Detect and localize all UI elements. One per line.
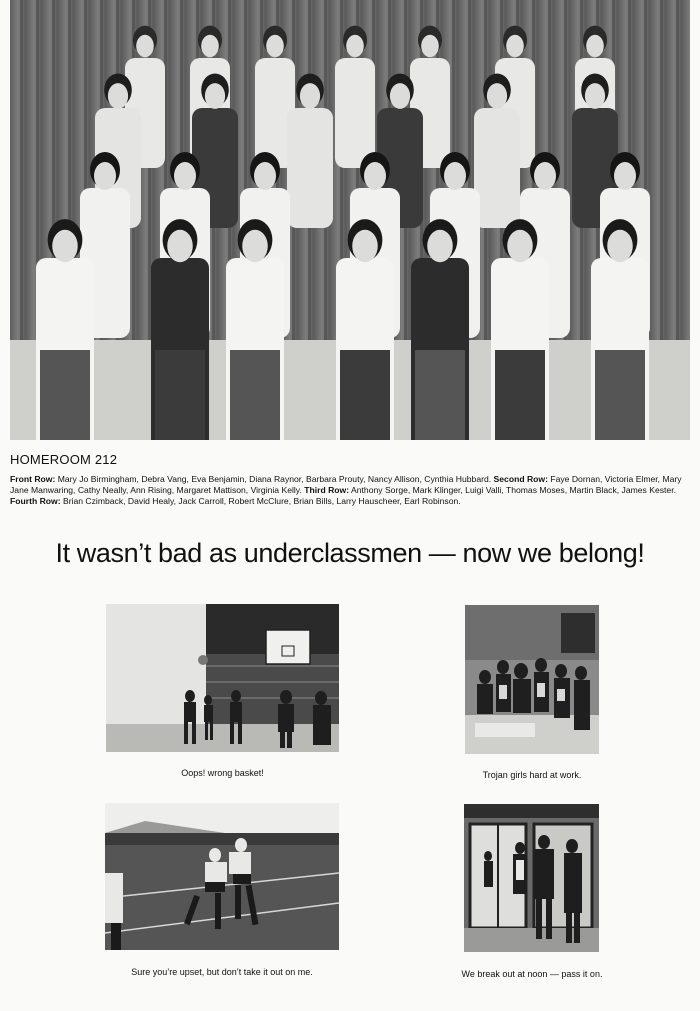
page-headline: It wasn’t bad as underclassmen — now we belong! [55,538,645,568]
row-names-second: Faye Dornan, Victoria Elmer, Mary Jane Manwaring, Cathy Neally, Ann Rising, Margaret Mattison, Virginia Kelly. [10,474,682,495]
cafeteria-caption: Trojan girls hard at work. [482,770,582,780]
basketball-photo [106,604,339,752]
row-label-third: Third Row: [304,485,350,495]
row-names-third: Anthony Sorge, Mark Klinger, Luigi Valli, Thomas Moses, Martin Black, James Kester. [349,485,676,495]
row-names-front: Mary Jo Birmingham, Debra Vang, Eva Benjamin, Diana Raynor, Barbara Prouty, Nancy Allison, Cynthia Hubbard. [55,474,494,484]
row-label-second: Second Row: [493,474,548,484]
row-names-fourth: Brian Czimback, David Healy, Jack Carroll, Robert McClure, Brian Bills, Larry Hauscheer, Earl Robinson. [60,496,461,506]
row-label-fourth: Fourth Row: [10,496,61,506]
cafeteria-photo [465,605,599,754]
homeroom-title: HOMEROOM 212 [10,452,118,467]
doorway-caption: We break out at noon — pass it on. [461,969,603,979]
group-photo [10,0,690,440]
basketball-caption: Oops! wrong basket! [181,768,264,778]
wrestling-caption: Sure you’re upset, but don’t take it out on me. [131,967,313,977]
names-caption [10,474,694,507]
doorway-photo [464,804,599,952]
wrestling-photo [105,803,339,950]
row-label-front: Front Row: [10,474,56,484]
